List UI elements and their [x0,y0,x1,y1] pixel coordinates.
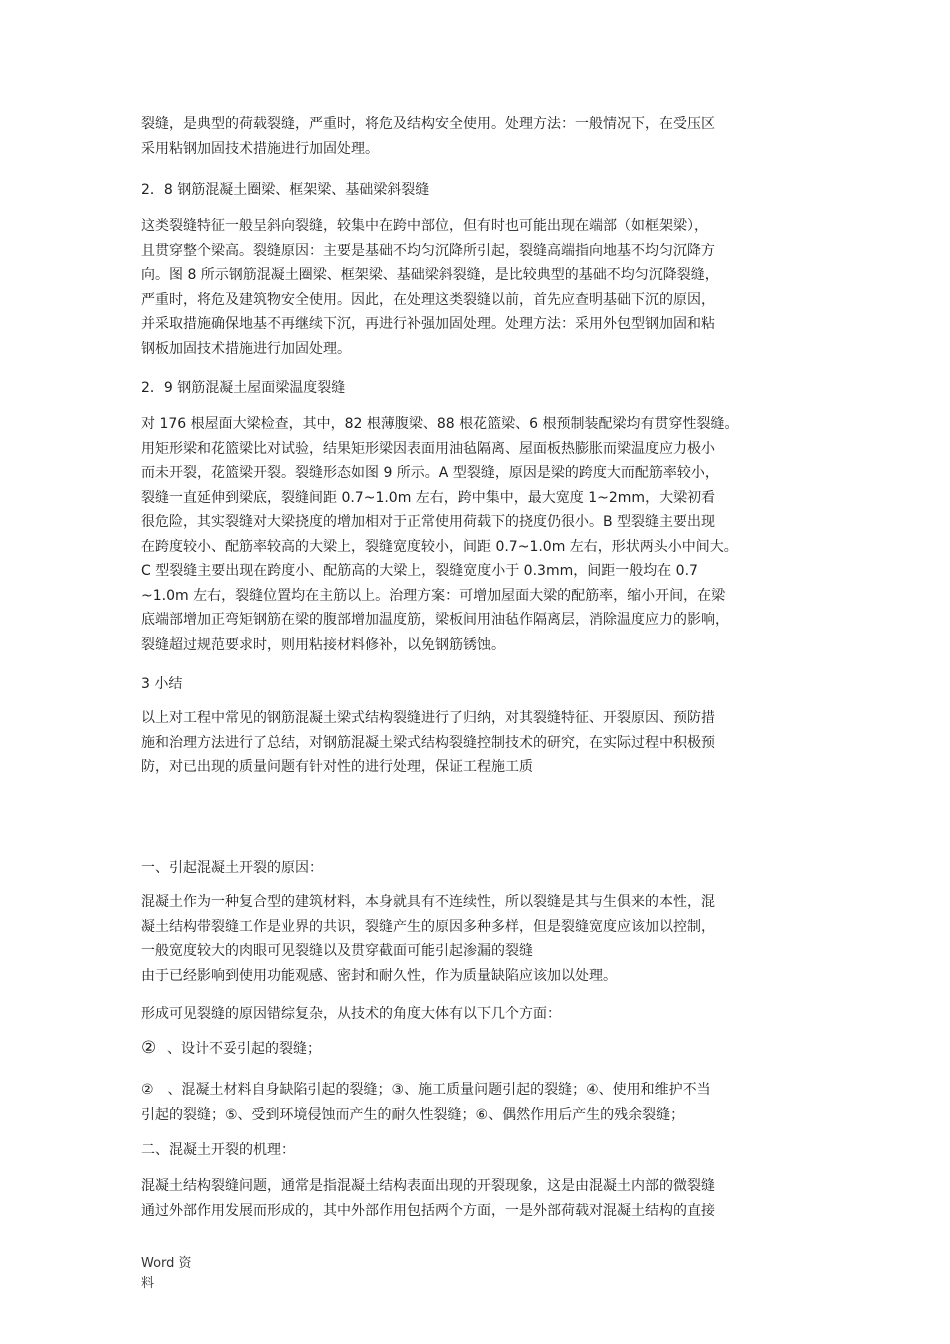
paragraph-items [141,1078,821,1127]
list-item-1 [141,1036,821,1062]
text-line: 裂缝，是典型的荷载裂缝，严重时，将危及结构安全使用。处理方法：一般情况下，在受压区 [141,116,715,132]
paragraph-causes: 形成可见裂缝的原因错综复杂，从技术的角度大体有以下几个方面： [141,1006,561,1022]
heading-2-8: 2．8 钢筋混凝土圈梁、框架梁、基础梁斜裂缝 [141,182,430,198]
text-line: ~1.0m 左右，裂缝位置均在主筋以上。治理方案：可增加屋面大梁的配筋率，缩小开间，在梁 [141,587,726,604]
text-line: ② 、混凝土材料自身缺陷引起的裂缝；③、施工质量问题引起的裂缝；④、使用和维护不当 [141,1082,711,1098]
footer-line: Word 资 [141,1256,192,1271]
footer-line: 料 [141,1276,155,1291]
text-line: 钢板加固技术措施进行加固处理。 [141,340,351,357]
heading-two: 二、混凝土开裂的机理： [141,1142,295,1158]
paragraph-one [141,890,821,988]
text-line: 这类裂缝特征一般呈斜向裂缝，较集中在跨中部位，但有时也可能出现在端部（如框架梁）， [141,218,708,234]
text-line: 且贯穿整个梁高。裂缝原因：主要是基础不均匀沉降所引起，裂缝高端指向地基不均匀沉降方 [141,242,715,259]
text-line: 对 176 根屋面大梁检查，其中，82 根薄腹梁、88 根花篮梁、6 根预制装配梁均有贯穿性裂缝。 [141,416,739,432]
text-line: 混凝土作为一种复合型的建筑材料，本身就具有不连续性，所以裂缝是其与生俱来的本性，混 [141,894,715,910]
text-line: C 型裂缝主要出现在跨度小、配筋高的大梁上，裂缝宽度小于 0.3mm，间距一般均在 0.7 [141,563,698,579]
text-line: 底端部增加正弯矩钢筋在梁的腹部增加温度筋，梁板间用油毡作隔离层，消除温度应力的影响， [141,612,729,628]
heading-2-9: 2．9 钢筋混凝土屋面梁温度裂缝 [141,380,346,396]
text-line: 以上对工程中常见的钢筋混凝土梁式结构裂缝进行了归纳，对其裂缝特征、开裂原因、预防措 [141,710,715,726]
paragraph-2-8 [141,214,821,361]
text-line: 凝土结构带裂缝工作是业界的共识，裂缝产生的原因多种多样，但是裂缝宽度应该加以控制， [141,918,715,935]
text-line: 施和治理方法进行了总结，对钢筋混凝土梁式结构裂缝控制技术的研究，在实际过程中积极预 [141,734,715,751]
paragraph-intro [141,112,821,161]
text-line: 在跨度较小、配筋率较高的大梁上，裂缝宽度较小，间距 0.7~1.0m 左右，形状两头小中间大。 [141,538,738,555]
text-line: 防，对已出现的质量问题有针对性的进行处理，保证工程施工质 [141,759,533,775]
text-line: 裂缝一直延伸到梁底，裂缝间距 0.7~1.0m 左右，跨中集中，最大宽度 1~2mm，大梁初看 [141,489,716,506]
text-line: 很危险，其实裂缝对大梁挠度的增加相对于正常使用荷载下的挠度仍很小。B 型裂缝主要出现 [141,514,716,530]
text-line: 而未开裂，花篮梁开裂。裂缝形态如图 9 所示。A 型裂缝，原因是梁的跨度大而配筋率较小， [141,465,719,481]
page-footer [141,1254,192,1294]
text-line: 通过外部作用发展而形成的，其中外部作用包括两个方面，一是外部荷载对混凝土结构的直接 [141,1202,715,1219]
paragraph-2-9 [141,412,821,657]
text-line: 并采取措施确保地基不再继续下沉，再进行补强加固处理。处理方法：采用外包型钢加固和粘 [141,316,715,332]
text-line: 由于已经影响到使用功能观感、密封和耐久性，作为质量缺陷应该加以处理。 [141,967,617,984]
list-item-text: 、设计不妥引起的裂缝； [167,1041,321,1057]
text-line: 严重时，将危及建筑物安全使用。因此，在处理这类裂缝以前，首先应查明基础下沉的原因， [141,291,715,308]
list-marker: ② [141,1038,157,1058]
text-line: 引起的裂缝；⑤、受到环境侵蚀而产生的耐久性裂缝；⑥、偶然作用后产生的残余裂缝； [141,1106,685,1123]
heading-one: 一、引起混凝土开裂的原因： [141,860,323,876]
text-line: 用矩形梁和花篮梁比对试验，结果矩形梁因表面用油毡隔离、屋面板热膨胀而梁温度应力极小 [141,440,715,457]
text-line: 混凝土结构裂缝问题，通常是指混凝土结构表面出现的开裂现象，这是由混凝土内部的微裂缝 [141,1178,715,1194]
text-line: 采用粘钢加固技术措施进行加固处理。 [141,140,379,157]
heading-3: 3 小结 [141,676,183,692]
text-line: 裂缝超过规范要求时，则用粘接材料修补，以免钢筋锈蚀。 [141,636,505,653]
text-line: 一般宽度较大的肉眼可见裂缝以及贯穿截面可能引起渗漏的裂缝 [141,943,533,959]
paragraph-3 [141,706,821,780]
paragraph-two [141,1174,821,1223]
text-line: 向。图 8 所示钢筋混凝土圈梁、框架梁、基础梁斜裂缝，是比较典型的基础不均匀沉降裂缝， [141,267,719,283]
